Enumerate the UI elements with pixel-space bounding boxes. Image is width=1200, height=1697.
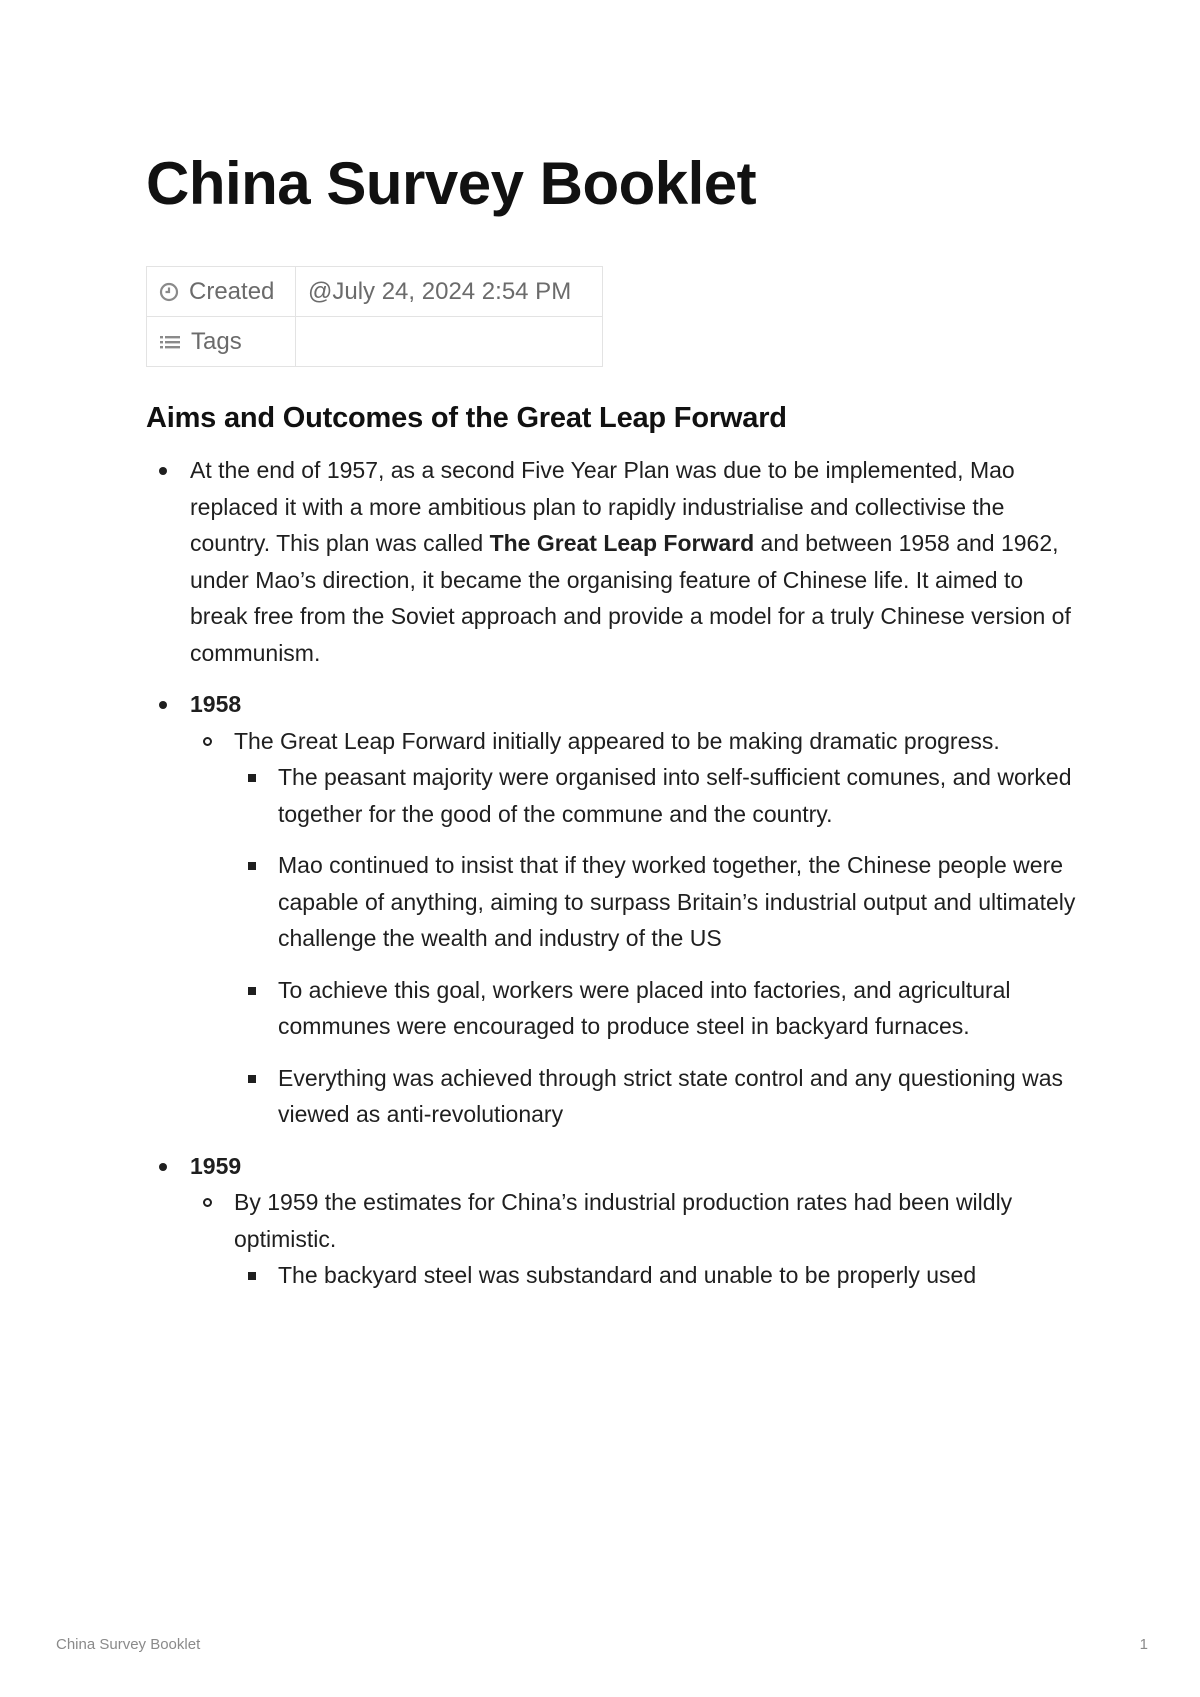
year-1958-summary-text: The Great Leap Forward initially appeared to be making dramatic progress. [234, 727, 1000, 754]
intro-text-start: At the end of 1957, as a second Five Year Plan was due to be implemented, Mao replaced it with a more ambitious plan to rapidly industrialise and collectivise the country. This plan was called [190, 457, 1015, 556]
list-item: Everything was achieved through strict state control and any questioning was viewed as anti-revolutionary [234, 1060, 1076, 1133]
list-item: The backyard steel was substandard and unable to be properly used [234, 1257, 1076, 1294]
property-key-created [147, 267, 296, 317]
year-1958-points [234, 759, 1076, 1133]
footer-doc-name: China Survey Booklet [56, 1636, 201, 1653]
list-item: Mao continued to insist that if they worked together, the Chinese people were capable of anything, aiming to surpass Britain’s industrial output and ultimately challenge the wealth and industry of the US [234, 847, 1076, 957]
year-1958-sublist [190, 723, 1076, 1133]
year-1959-item [146, 1148, 1076, 1294]
list-icon [159, 332, 181, 352]
document-body [146, 452, 1076, 1294]
property-row-tags [147, 317, 603, 367]
year-1959-summary-text: By 1959 the estimates for China’s industrial production rates had been wildly optimistic. [234, 1189, 1013, 1252]
created-label: Created [189, 277, 275, 305]
year-1958-item [146, 686, 1076, 1133]
footer-page-number: 1 [1139, 1636, 1148, 1653]
property-key-tags [147, 317, 296, 367]
page-title: China Survey Booklet [146, 150, 757, 217]
year-1959-summary [190, 1184, 1076, 1294]
created-value[interactable]: @July 24, 2024 2:54 PM [296, 267, 603, 317]
year-1959-sublist [190, 1184, 1076, 1294]
list-item: To achieve this goal, workers were placed into factories, and agricultural communes were encouraged to produce steel in backyard furnaces. [234, 972, 1076, 1045]
section-heading: Aims and Outcomes of the Great Leap Forward [146, 402, 787, 434]
properties-table [146, 266, 603, 367]
intro-text-end: and between 1958 and 1962, under Mao’s direction, it became the organising feature of Chinese life. It aimed to break free from the Soviet approach and provide a model for a truly Chinese version of communism. [190, 530, 1071, 666]
year-1959-points [234, 1257, 1076, 1294]
property-row-created [147, 267, 603, 317]
intro-paragraph [146, 452, 1076, 671]
intro-bold-term: The Great Leap Forward [489, 530, 755, 556]
year-1958-summary [190, 723, 1076, 1133]
year-1959-label: 1959 [190, 1152, 242, 1179]
bullet-list [146, 452, 1076, 1294]
tags-value[interactable] [296, 317, 603, 367]
year-1958-label: 1958 [190, 691, 242, 717]
clock-icon [159, 282, 179, 302]
list-item: The peasant majority were organised into self-sufficient comunes, and worked together for the good of the commune and the country. [234, 759, 1076, 832]
tags-label: Tags [191, 327, 242, 355]
